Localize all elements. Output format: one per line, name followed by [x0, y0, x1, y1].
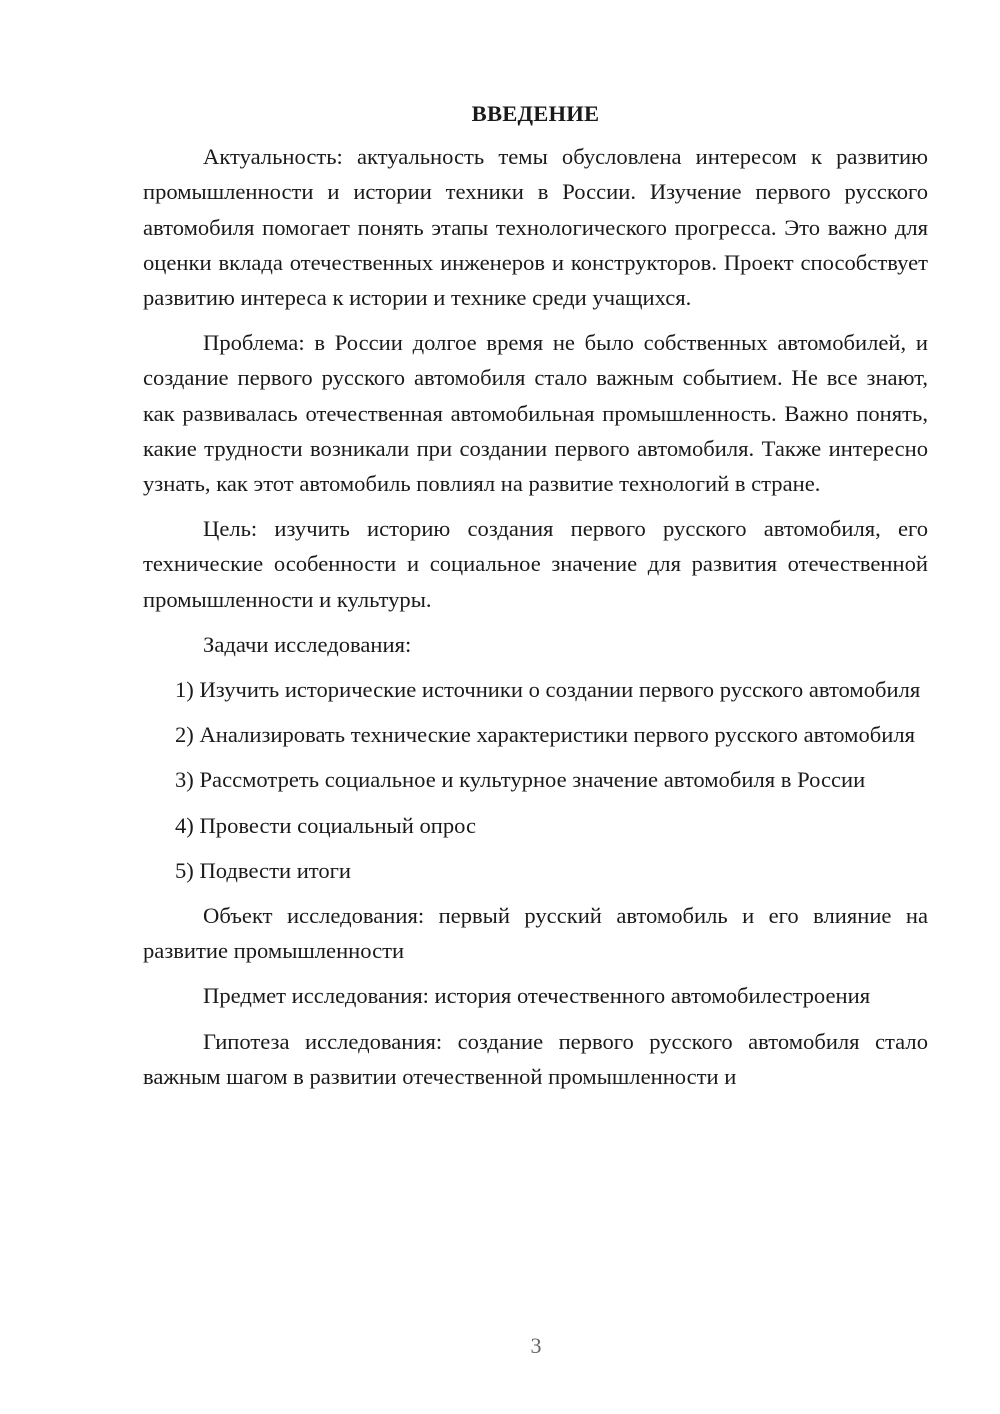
subject-paragraph: Предмет исследования: история отечественного автомобилестроения	[203, 983, 871, 1009]
relevance-paragraph: Актуальность: актуальность темы обусловлена интересом к развитию промышленности и истории техники в России. Изучение первого русского автомобиля помогает понять этапы технологического прогресса. Это важно для оценки вклада отечественных инженеров и конструкторов. Проект способствует развитию интереса к истории и технике среди учащихся.	[143, 144, 928, 311]
section-title: ВВЕДЕНИЕ	[471, 101, 600, 126]
page-number: 3	[530, 1333, 542, 1358]
goal-paragraph: Цель: изучить историю создания первого русского автомобиля, его технические особенности и социальное значение для развития отечественной промышленности и культуры.	[143, 516, 928, 612]
tasks-heading: Задачи исследования:	[203, 631, 412, 657]
task-item: 4) Провести социальный опрос	[175, 812, 477, 838]
problem-paragraph: Проблема: в России долгое время не было собственных автомобилей, и создание первого русского автомобиля стало важным событием. Не все знают, как развивалась отечественная автомобильная промышленность. Важно понять, какие трудности возникали при создании первого автомобиля. Также интересно узнать, как этот автомобиль повлиял на развитие технологий в стране.	[143, 330, 928, 497]
task-item: 3) Рассмотреть социальное и культурное значение автомобиля в России	[175, 767, 866, 793]
document-page	[143, 96, 928, 1104]
object-paragraph: Объект исследования: первый русский автомобиль и его влияние на развитие промышленности	[143, 903, 928, 964]
task-item: 1) Изучить исторические источники о создании первого русского автомобиля	[175, 677, 921, 703]
task-item: 5) Подвести итоги	[175, 857, 352, 883]
hypothesis-paragraph: Гипотеза исследования: создание первого русского автомобиля стало важным шагом в развитии отечественной промышленности и	[143, 1028, 928, 1089]
task-item: 2) Анализировать технические характеристики первого русского автомобиля	[175, 722, 915, 748]
